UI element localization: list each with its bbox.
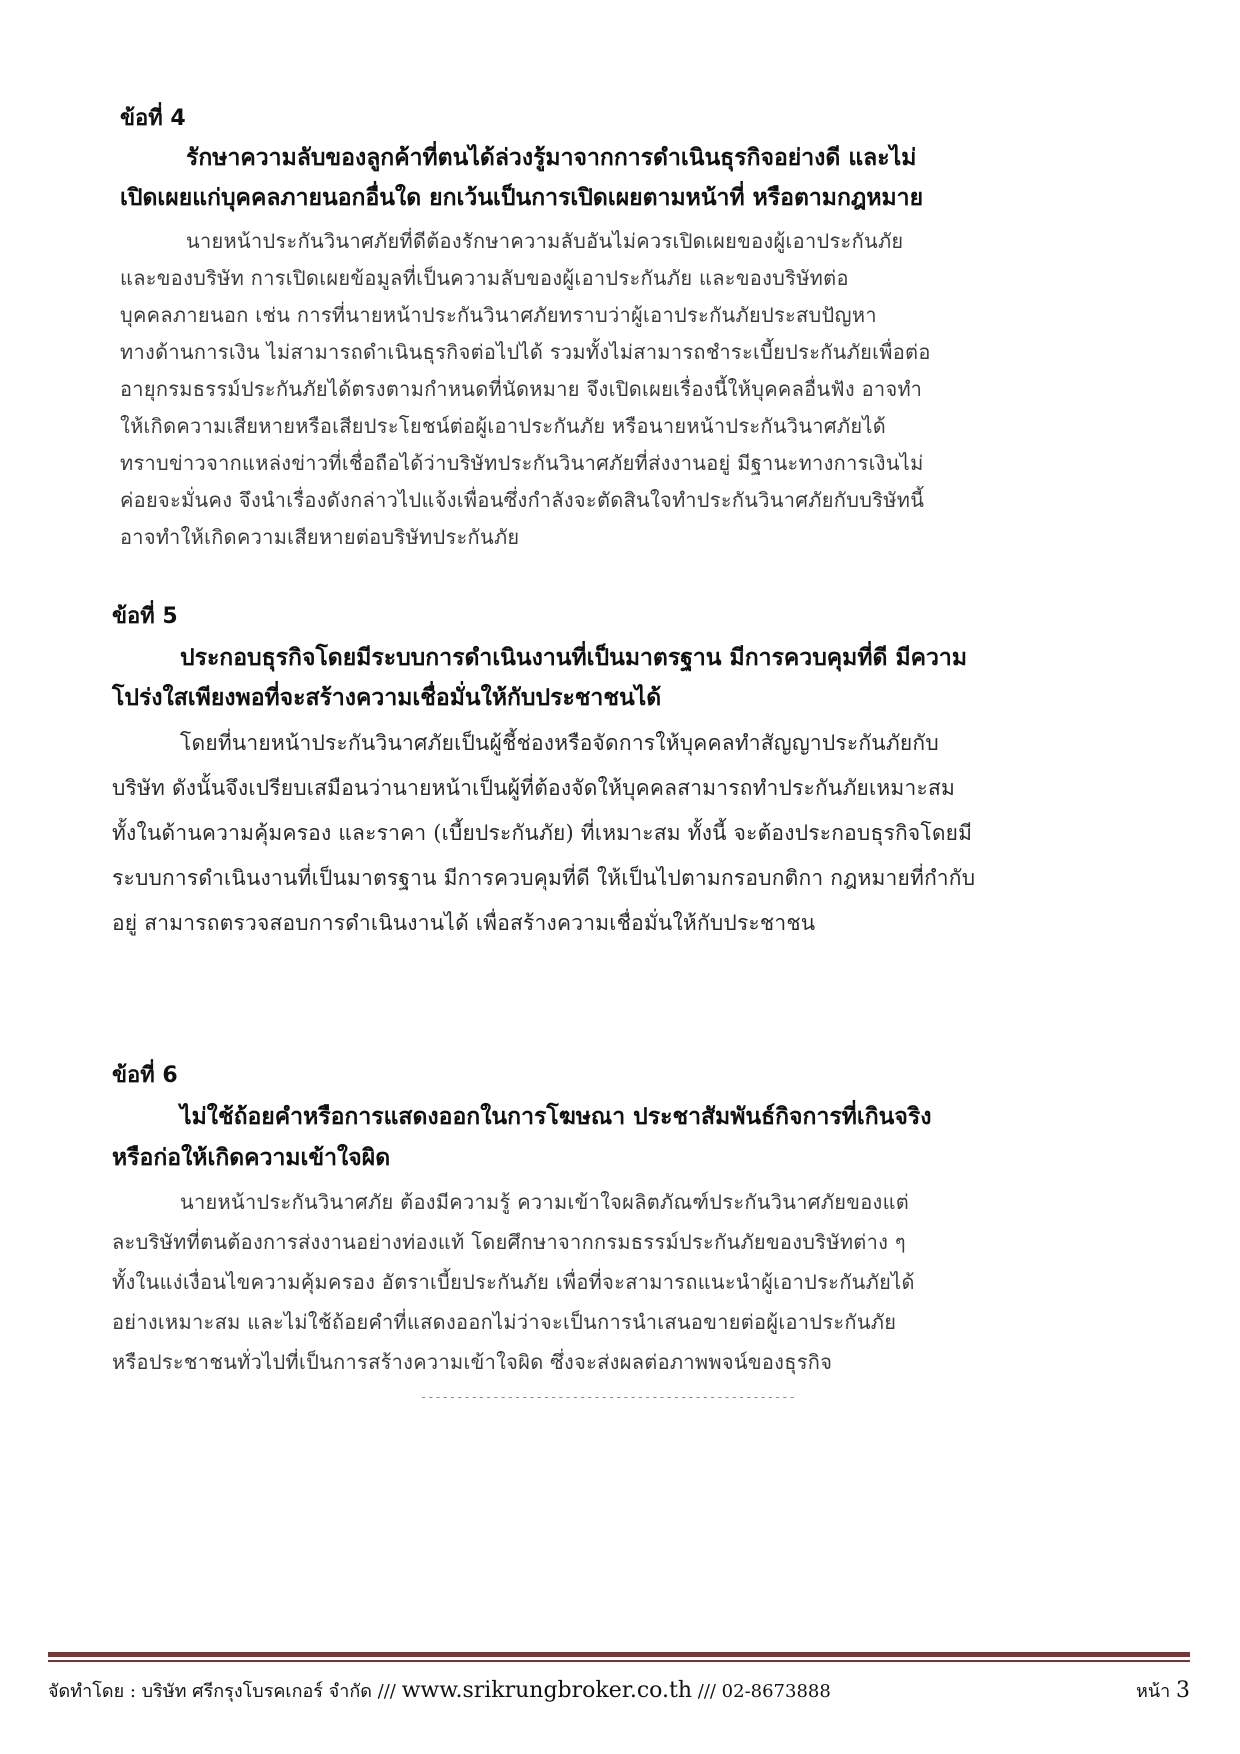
- section-6-body-line: นายหน้าประกันวินาศภัย ต้องมีความรู้ ความเข้าใจผลิตภัณฑ์ประกันวินาศภัยของแต่: [180, 1190, 910, 1214]
- section-5-title: ข้อที่ 5: [112, 604, 178, 629]
- section-6-body-line: หรือประชาชนทั่วไปที่เป็นการสร้างความเข้าใจผิด ซึ่งจะส่งผลต่อภาพพจน์ของธุรกิจ: [112, 1350, 833, 1374]
- footer-credit: [48, 1676, 831, 1705]
- section-4-body-line: และของบริษัท การเปิดเผยข้อมูลที่เป็นความลับของผู้เอาประกันภัย และของบริษัทต่อ: [120, 266, 849, 290]
- section-4-heading-line-2: เปิดเผยแก่บุคคลภายนอกอื่นใด ยกเว้นเป็นการเปิดเผยตามหน้าที่ หรือตามกฎหมาย: [120, 185, 924, 211]
- section-4-body-line: ทราบข่าวจากแหล่งข่าวที่เชื่อถือได้ว่าบริษัทประกันวินาศภัยที่ส่งงานอยู่ มีฐานะทางการเงินไม่: [120, 451, 924, 475]
- section-5-body-line: โดยที่นายหน้าประกันวินาศภัยเป็นผู้ชี้ช่องหรือจัดการให้บุคคลทำสัญญาประกันภัยกับ: [180, 731, 939, 755]
- section-6-heading-line-1: ไม่ใช้ถ้อยคำหรือการแสดงออกในการโฆษณา ประชาสัมพันธ์กิจการที่เกินจริง: [180, 1104, 932, 1130]
- section-5-body-line: บริษัท ดังนั้นจึงเปรียบเสมือนว่านายหน้าเป็นผู้ที่ต้องจัดให้บุคคลสามารถทำประกันภัยเหมาะสม: [112, 776, 956, 800]
- footer-prefix: จัดทำโดย : บริษัท ศรีกรุงโบรคเกอร์ จำกัด ///: [48, 1681, 402, 1702]
- footer-website-link[interactable]: www.srikrungbroker.co.th: [401, 1678, 693, 1703]
- section-4-body-line: อายุกรมธรรม์ประกันภัยได้ตรงตามกำหนดที่นัดหมาย จึงเปิดเผยเรื่องนี้ให้บุคคลอื่นฟัง อาจทำ: [120, 377, 923, 401]
- page-number: [1136, 1676, 1190, 1705]
- page-number-value: 3: [1176, 1678, 1190, 1703]
- footer-phone: /// 02-8673888: [692, 1681, 831, 1702]
- section-6-title: ข้อที่ 6: [112, 1063, 178, 1088]
- page-footer: [48, 1676, 1190, 1710]
- section-5-body-line: อยู่ สามารถตรวจสอบการดำเนินงานได้ เพื่อสร้างความเชื่อมั่นให้กับประชาชน: [112, 911, 816, 935]
- section-6-body-line: ทั้งในแง่เงื่อนไขความคุ้มครอง อัตราเบี้ยประกันภัย เพื่อที่จะสามารถแนะนำผู้เอาประกันภัยได้: [112, 1270, 915, 1294]
- section-5-body-line: ทั้งในด้านความคุ้มครอง และราคา (เบี้ยประกันภัย) ที่เหมาะสม ทั้งนี้ จะต้องประกอบธุรกิจโดยมี: [112, 821, 973, 845]
- section-4-body-line: ค่อยจะมั่นคง จึงนำเรื่องดังกล่าวไปแจ้งเพื่อนซึ่งกำลังจะตัดสินใจทำประกันวินาศภัยกับบริษัทนี้: [120, 488, 925, 512]
- section-4-body-line: บุคคลภายนอก เช่น การที่นายหน้าประกันวินาศภัยทราบว่าผู้เอาประกันภัยประสบปัญหา: [120, 303, 877, 327]
- section-4-title: ข้อที่ 4: [120, 106, 186, 131]
- dashed-separator: ----------------------------------------------------: [420, 1390, 796, 1404]
- section-4-body-line: อาจทำให้เกิดความเสียหายต่อบริษัทประกันภัย: [120, 525, 520, 549]
- section-6-heading-line-2: หรือก่อให้เกิดความเข้าใจผิด: [112, 1145, 391, 1171]
- section-4-body-line: ทางด้านการเงิน ไม่สามารถดำเนินธุรกิจต่อไปได้ รวมทั้งไม่สามารถชำระเบี้ยประกันภัยเพื่อต่อ: [120, 340, 931, 364]
- section-5-heading-line-2: โปร่งใสเพียงพอที่จะสร้างความเชื่อมั่นให้กับประชาชนได้: [112, 685, 662, 711]
- section-4-body-line: นายหน้าประกันวินาศภัยที่ดีต้องรักษาความลับอันไม่ควรเปิดเผยของผู้เอาประกันภัย: [186, 229, 904, 253]
- section-6-body-line: ละบริษัทที่ตนต้องการส่งงานอย่างท่องแท้ โดยศึกษาจากกรมธรรม์ประกันภัยของบริษัทต่าง ๆ: [112, 1230, 906, 1254]
- section-4-body-line: ให้เกิดความเสียหายหรือเสียประโยชน์ต่อผู้เอาประกันภัย หรือนายหน้าประกันวินาศภัยได้: [120, 414, 886, 438]
- section-5-body-line: ระบบการดำเนินงานที่เป็นมาตรฐาน มีการควบคุมที่ดี ให้เป็นไปตามกรอบกติกา กฎหมายที่กำกับ: [112, 866, 976, 890]
- page-label: หน้า: [1136, 1681, 1176, 1702]
- section-5-heading-line-1: ประกอบธุรกิจโดยมีระบบการดำเนินงานที่เป็นมาตรฐาน มีการควบคุมที่ดี มีความ: [180, 645, 967, 671]
- section-6-body-line: อย่างเหมาะสม และไม่ใช้ถ้อยคำที่แสดงออกไม่ว่าจะเป็นการนำเสนอขายต่อผู้เอาประกันภัย: [112, 1310, 897, 1334]
- footer-rule-thin: [48, 1660, 1190, 1662]
- footer-rule-thick: [48, 1652, 1190, 1657]
- section-4-heading-line-1: รักษาความลับของลูกค้าที่ตนได้ล่วงรู้มาจากการดำเนินธุรกิจอย่างดี และไม่: [186, 145, 917, 171]
